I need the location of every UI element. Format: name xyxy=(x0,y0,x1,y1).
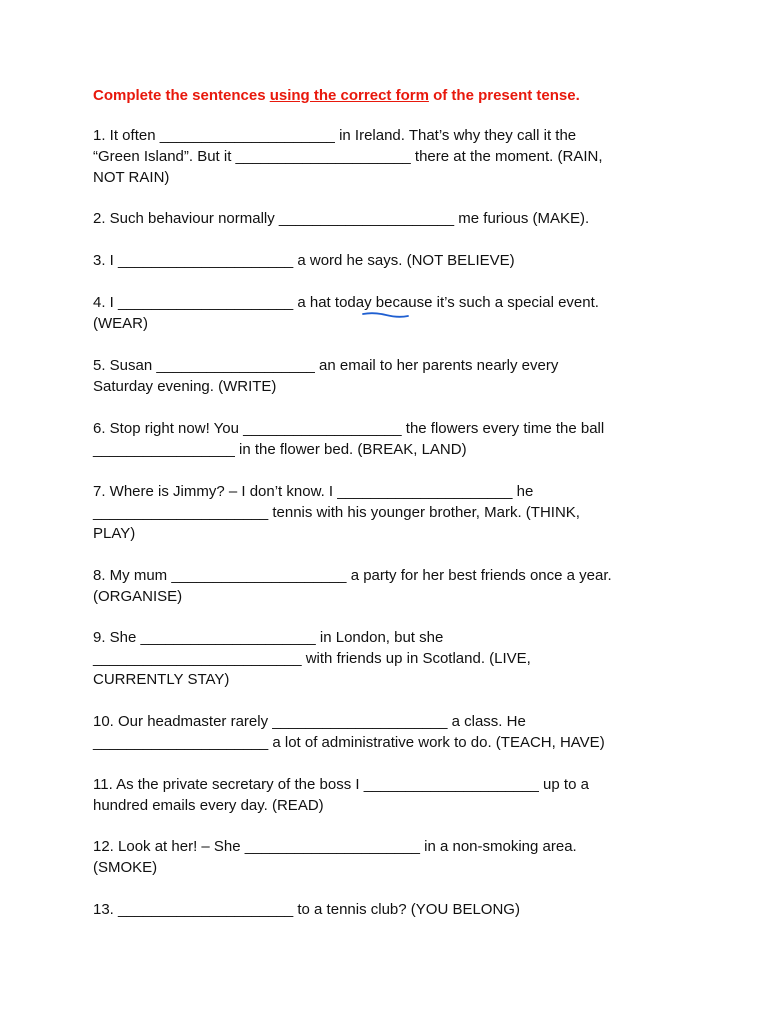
exercise-8-line-1: 8. My mum _____________________ a party for her best friends once a year. xyxy=(93,567,612,584)
exercise-5-line-2: Saturday evening. (WRITE) xyxy=(93,378,277,395)
exercise-9-line-2: _________________________ with friends up in Scotland. (LIVE, xyxy=(93,650,531,667)
exercise-6-line-1: 6. Stop right now! You ___________________ the flowers every time the ball xyxy=(93,420,605,437)
instruction-heading xyxy=(93,87,580,104)
instruction-underlined-phrase: using the correct form xyxy=(269,87,429,104)
exercise-1-line-3: NOT RAIN) xyxy=(93,169,170,186)
exercise-9-line-3: CURRENTLY STAY) xyxy=(93,671,230,688)
exercise-11-line-1: 11. As the private secretary of the boss I _____________________ up to a xyxy=(93,776,589,793)
instruction-part-3: of the present tense. xyxy=(428,87,580,104)
exercise-9-line-1: 9. She _____________________ in London, but she xyxy=(93,629,444,646)
exercise-13-line-1: 13. _____________________ to a tennis club? (YOU BELONG) xyxy=(93,901,520,918)
exercise-7-line-2: _____________________ tennis with his younger brother, Mark. (THINK, xyxy=(93,504,580,521)
exercise-2-line-1: 2. Such behaviour normally _____________________ me furious (MAKE). xyxy=(93,210,590,227)
exercise-4-line-1: 4. I _____________________ a hat today because it’s such a special event. xyxy=(93,294,599,311)
spellcheck-underline xyxy=(362,311,410,319)
exercise-8-line-2: (ORGANISE) xyxy=(93,588,183,605)
exercise-12-line-1: 12. Look at her! – She _____________________ in a non-smoking area. xyxy=(93,838,577,855)
exercise-6-line-2: _________________ in the flower bed. (BREAK, LAND) xyxy=(93,441,467,458)
exercise-7-line-3: PLAY) xyxy=(93,525,136,542)
exercise-1-line-1: 1. It often _____________________ in Ireland. That’s why they call it the xyxy=(93,127,577,144)
exercise-4-line-2: (WEAR) xyxy=(93,315,148,332)
instruction-part-1: Complete the sentences xyxy=(93,87,270,104)
exercise-11-line-2: hundred emails every day. (READ) xyxy=(93,797,324,814)
exercise-12-line-2: (SMOKE) xyxy=(93,859,158,876)
exercise-10-line-2: _____________________ a lot of administrative work to do. (TEACH, HAVE) xyxy=(93,734,605,751)
exercise-5-line-1: 5. Susan ___________________ an email to her parents nearly every xyxy=(93,357,559,374)
exercise-3-line-1: 3. I _____________________ a word he says. (NOT BELIEVE) xyxy=(93,252,515,269)
exercise-10-line-1: 10. Our headmaster rarely _____________________ a class. He xyxy=(93,713,526,730)
exercise-7-line-1: 7. Where is Jimmy? – I don’t know. I _____________________ he xyxy=(93,483,534,500)
exercise-1-line-2: “Green Island”. But it _____________________ there at the moment. (RAIN, xyxy=(93,148,603,165)
